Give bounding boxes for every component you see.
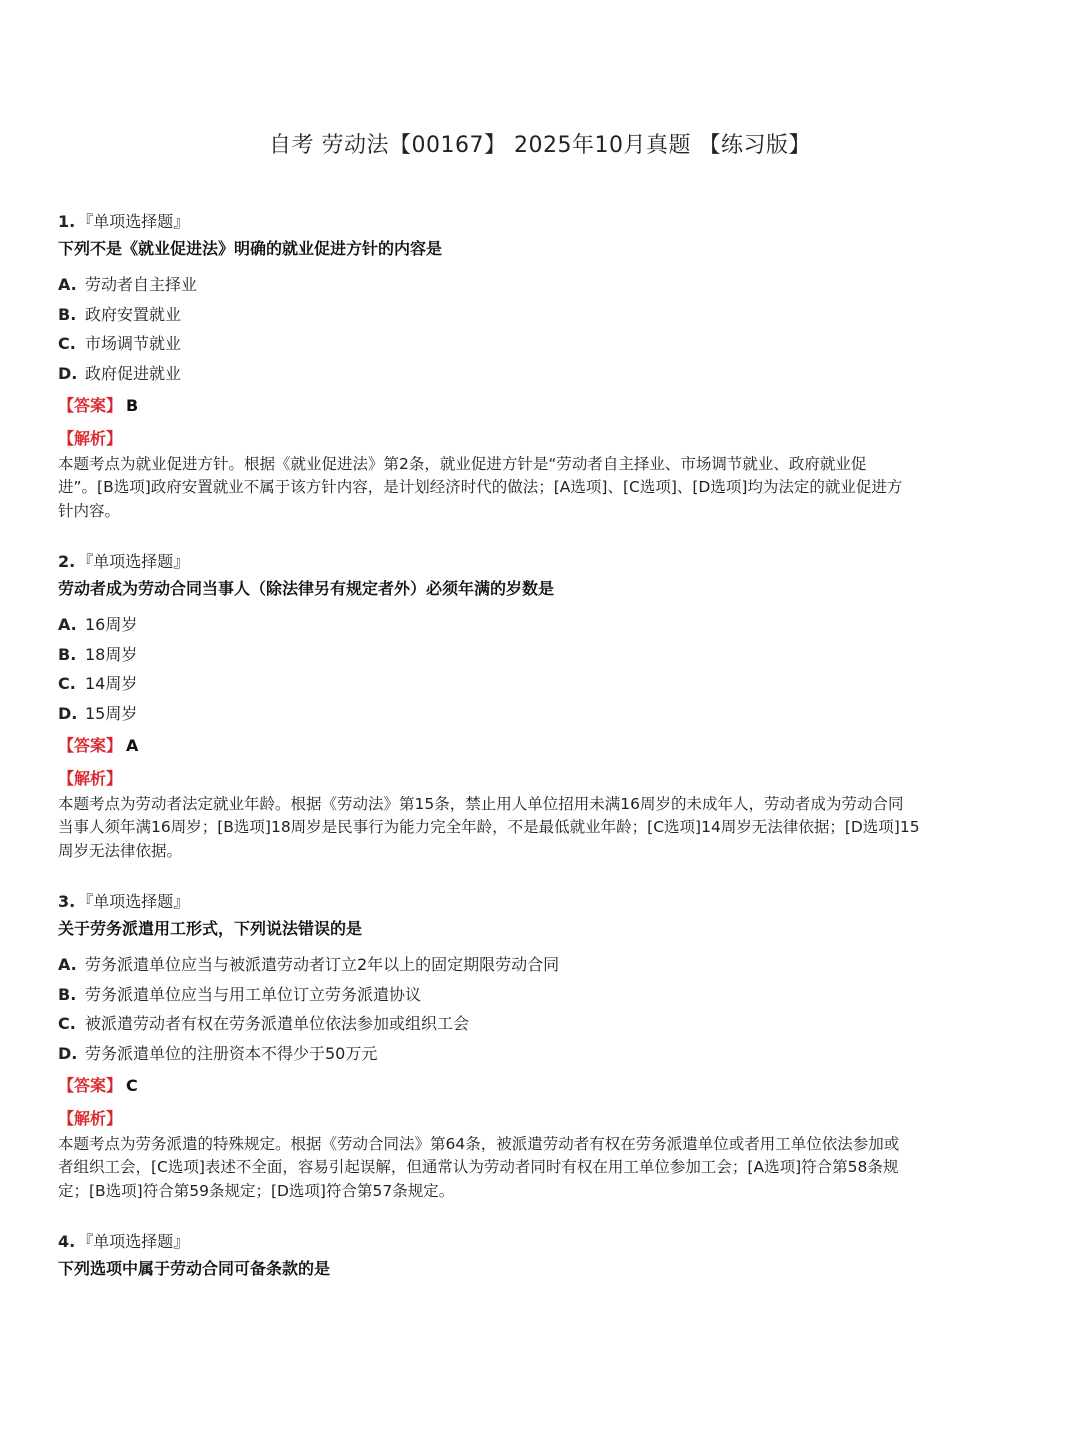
answer-value: A: [126, 735, 139, 755]
analysis-text: 本题考点为劳务派遣的特殊规定。根据《劳动合同法》第64条，被派遣劳动者有权在劳务派遣单位或者用工单位依法参加或 者组织工会，[C选项]表述不全面，容易引起误解，但通常认为劳动者同时有权在用工单位参加工会；[A选项]符合第58条规 定；[B选项]符合第59条规定；[D选项]符合第57条规定。: [58, 1134, 900, 1200]
option-d: D. 劳务派遣单位的注册资本不得少于50万元: [58, 1044, 378, 1064]
question-type: 『单项选择题』: [77, 212, 190, 231]
analysis-text: 本题考点为就业促进方针。根据《就业促进法》第2条，就业促进方针是“劳动者自主择业、市场调节就业、政府就业促 进”。[B选项]政府安置就业不属于该方针内容，是计划经济时代的做法；[A选项]、[C选项]、[D选项]均为法定的就业促进方 针内容。: [58, 454, 903, 520]
question-type: 『单项选择题』: [77, 892, 190, 911]
question-header: [58, 552, 988, 576]
question-header: [58, 1232, 988, 1256]
option-d: D. 政府促进就业: [58, 364, 182, 384]
question-1: [58, 212, 988, 523]
question-stem: 下列选项中属于劳动合同可备条款的是: [58, 1259, 331, 1278]
option-b: B. 劳务派遣单位应当与用工单位订立劳务派遣协议: [58, 984, 422, 1004]
document-title: 自考 劳动法【00167】 2025年10月真题 【练习版】: [269, 133, 811, 158]
option-a: A. 16周岁: [58, 615, 138, 634]
analysis-label: 【解析】: [58, 768, 123, 788]
question-stem: 下列不是《就业促进法》明确的就业促进方针的内容是: [58, 239, 443, 258]
answer-value: C: [126, 1075, 138, 1095]
question-number: 4.: [58, 1232, 76, 1251]
answer-line: [58, 1075, 988, 1097]
question-number: 3.: [58, 892, 76, 911]
answer-label: 【答案】: [58, 1075, 123, 1095]
answer-line: [58, 735, 988, 757]
analysis-label: 【解析】: [58, 1108, 123, 1128]
analysis-label: 【解析】: [58, 428, 123, 448]
option-c: C. 市场调节就业: [58, 334, 182, 354]
question-stem: 劳动者成为劳动合同当事人（除法律另有规定者外）必须年满的岁数是: [58, 579, 555, 598]
option-a: A. 劳动者自主择业: [58, 275, 198, 294]
option-b: B. 18周岁: [58, 644, 138, 664]
question-type: 『单项选择题』: [77, 1232, 190, 1251]
option-c: C. 被派遣劳动者有权在劳务派遣单位依法参加或组织工会: [58, 1014, 470, 1034]
answer-value: B: [126, 395, 139, 415]
analysis-text: 本题考点为劳动者法定就业年龄。根据《劳动法》第15条，禁止用人单位招用未满16周岁的未成年人，劳动者成为劳动合同 当事人须年满16周岁；[B选项]18周岁是民事行为能力完全年龄，不是最低就业年龄；[C选项]14周岁无法律依据；[D选项]15 周岁无法律依据。: [58, 794, 920, 860]
options-list: [58, 614, 988, 733]
options-list: [58, 954, 988, 1073]
question-type: 『单项选择题』: [77, 552, 190, 571]
option-a: A. 劳务派遣单位应当与被派遣劳动者订立2年以上的固定期限劳动合同: [58, 955, 560, 974]
answer-line: [58, 395, 988, 417]
option-c: C. 14周岁: [58, 674, 138, 694]
options-list: [58, 274, 988, 393]
question-number: 2.: [58, 552, 76, 571]
question-header: [58, 212, 988, 236]
question-4: [58, 1232, 988, 1280]
question-number: 1.: [58, 212, 76, 231]
question-header: [58, 892, 988, 916]
option-b: B. 政府安置就业: [58, 304, 182, 324]
question-stem: 关于劳务派遣用工形式，下列说法错误的是: [58, 919, 363, 938]
question-3: [58, 892, 988, 1203]
option-d: D. 15周岁: [58, 704, 138, 724]
answer-label: 【答案】: [58, 735, 123, 755]
question-2: [58, 552, 988, 863]
answer-label: 【答案】: [58, 395, 123, 415]
